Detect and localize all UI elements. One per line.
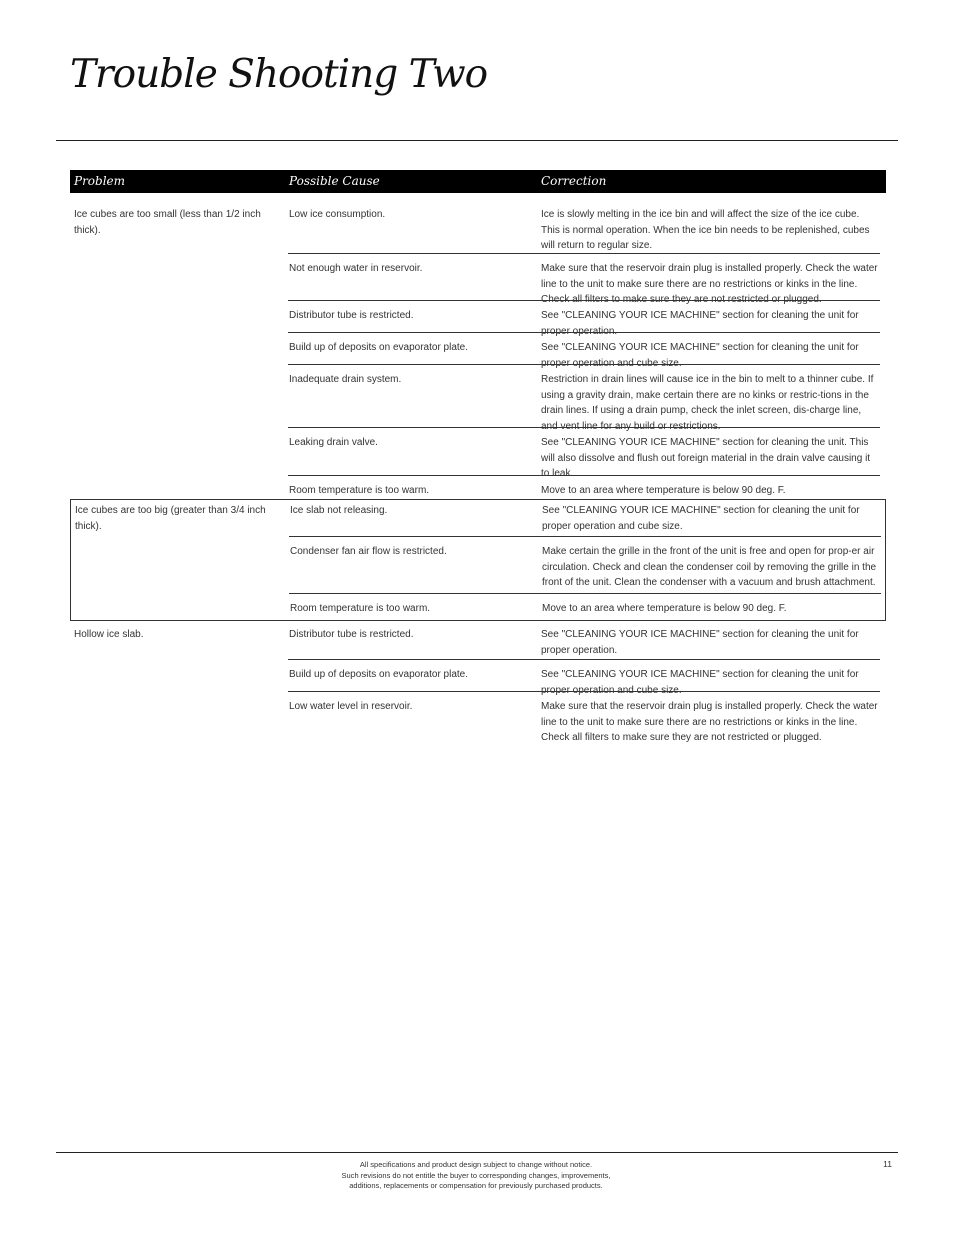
cause-text: Condenser fan air flow is restricted. — [290, 546, 447, 557]
cause-text: Leaking drain valve. — [289, 437, 378, 448]
footer-line: All specifications and product design subject to change without notice. — [359, 1160, 593, 1169]
table-row — [288, 660, 880, 696]
cause-text: Low ice consumption. — [289, 209, 386, 220]
correction-text: See "CLEANING YOUR ICE MACHINE" section for cleaning the unit for proper operation and cube size. — [542, 505, 860, 532]
correction-text: See "CLEANING YOUR ICE MACHINE" section for cleaning the unit for proper operation and cube size. — [541, 669, 859, 696]
table-row — [289, 594, 881, 618]
problem-group-hollow-slab — [70, 620, 884, 745]
cause-text: Build up of deposits on evaporator plate. — [289, 669, 469, 680]
table-row — [288, 200, 880, 254]
cause-text: Low water level in reservoir. — [289, 701, 413, 712]
header-possible-cause: Possible Cause — [289, 174, 380, 188]
correction-text: Move to an area where temperature is below 90 deg. F. — [541, 485, 786, 496]
table-row — [289, 496, 881, 537]
top-divider — [56, 140, 898, 141]
problem-text: Ice cubes are too small (less than 1/2 inch thick). — [74, 209, 261, 236]
correction-text: See "CLEANING YOUR ICE MACHINE" section for cleaning the unit for proper operation. — [541, 310, 859, 337]
cause-text: Distributor tube is restricted. — [289, 629, 414, 640]
correction-text: See "CLEANING YOUR ICE MACHINE" section for cleaning the unit for proper operation and cube size. — [541, 342, 859, 369]
footer-disclaimer — [300, 1160, 652, 1192]
problem-text: Ice cubes are too big (greater than 3/4 inch thick). — [75, 505, 266, 532]
table-header — [70, 170, 886, 193]
problem-group-big-cubes — [70, 499, 886, 621]
table-row — [288, 301, 880, 337]
table-row — [288, 254, 880, 305]
cause-text: Inadequate drain system. — [289, 374, 402, 385]
header-problem: Problem — [74, 174, 126, 188]
page-number: 11 — [883, 1159, 892, 1169]
problem-text: Hollow ice slab. — [74, 629, 144, 640]
problem-group-small-cubes — [70, 200, 884, 496]
bottom-divider — [56, 1152, 898, 1153]
table-row — [288, 620, 880, 660]
footer-line: additions, replacements or compensation for previously purchased products. — [349, 1181, 603, 1190]
footer-line: Such revisions do not entitle the buyer to corresponding changes, improvements, — [341, 1170, 611, 1180]
correction-text: Ice is slowly melting in the ice bin and will affect the size of the ice cube. This is normal operation. When the ice bin needs to be replenished, cubes will return to regular size. — [541, 209, 870, 251]
correction-text: Make sure that the reservoir drain plug is installed properly. Check the water line to the unit to make sure there are no restrictions or kinks in the line. Check all filters to make sure they are not restricted or plugged. — [541, 701, 878, 743]
correction-text: Make certain the grille in the front of the unit is free and open for prop-er air circulation. Check and clean the condenser coil by removing the grille in the front of the unit. Clean the condenser with a vacuum and brush attachment. — [542, 546, 877, 588]
table-row — [288, 365, 880, 432]
cause-text: Not enough water in reservoir. — [289, 263, 423, 274]
table-row — [288, 692, 880, 742]
cause-text: Ice slab not releasing. — [290, 505, 388, 516]
cause-text: Distributor tube is restricted. — [289, 310, 414, 321]
correction-text: Restriction in drain lines will cause ice in the bin to melt to a thinner cube. If using a gravity drain, make certain there are no kinks or restric-tions in the drain lines. If using a drain pump, check the inlet screen, dis-charge line, and vent line for any build or restrictions. — [541, 374, 874, 432]
correction-text: See "CLEANING YOUR ICE MACHINE" section for cleaning the unit. This will also dissolve and flush out foreign material in the drain valve causing it to leak. — [541, 437, 871, 479]
cause-text: Build up of deposits on evaporator plate. — [289, 342, 469, 353]
table-row — [288, 428, 880, 479]
table-row — [289, 537, 881, 594]
correction-text: Make sure that the reservoir drain plug is installed properly. Check the water line to the unit to make sure there are no restrictions or kinks in the line. Check all filters to make sure they are not restricted or plugged. — [541, 263, 878, 305]
page-title: Trouble Shooting Two — [70, 52, 488, 97]
header-correction: Correction — [541, 174, 607, 188]
cause-text: Room temperature is too warm. — [290, 603, 431, 614]
table-row — [288, 333, 880, 369]
cause-text: Room temperature is too warm. — [289, 485, 430, 496]
correction-text: Move to an area where temperature is below 90 deg. F. — [542, 603, 787, 614]
correction-text: See "CLEANING YOUR ICE MACHINE" section for cleaning the unit for proper operation. — [541, 629, 859, 656]
table-row — [288, 476, 880, 496]
